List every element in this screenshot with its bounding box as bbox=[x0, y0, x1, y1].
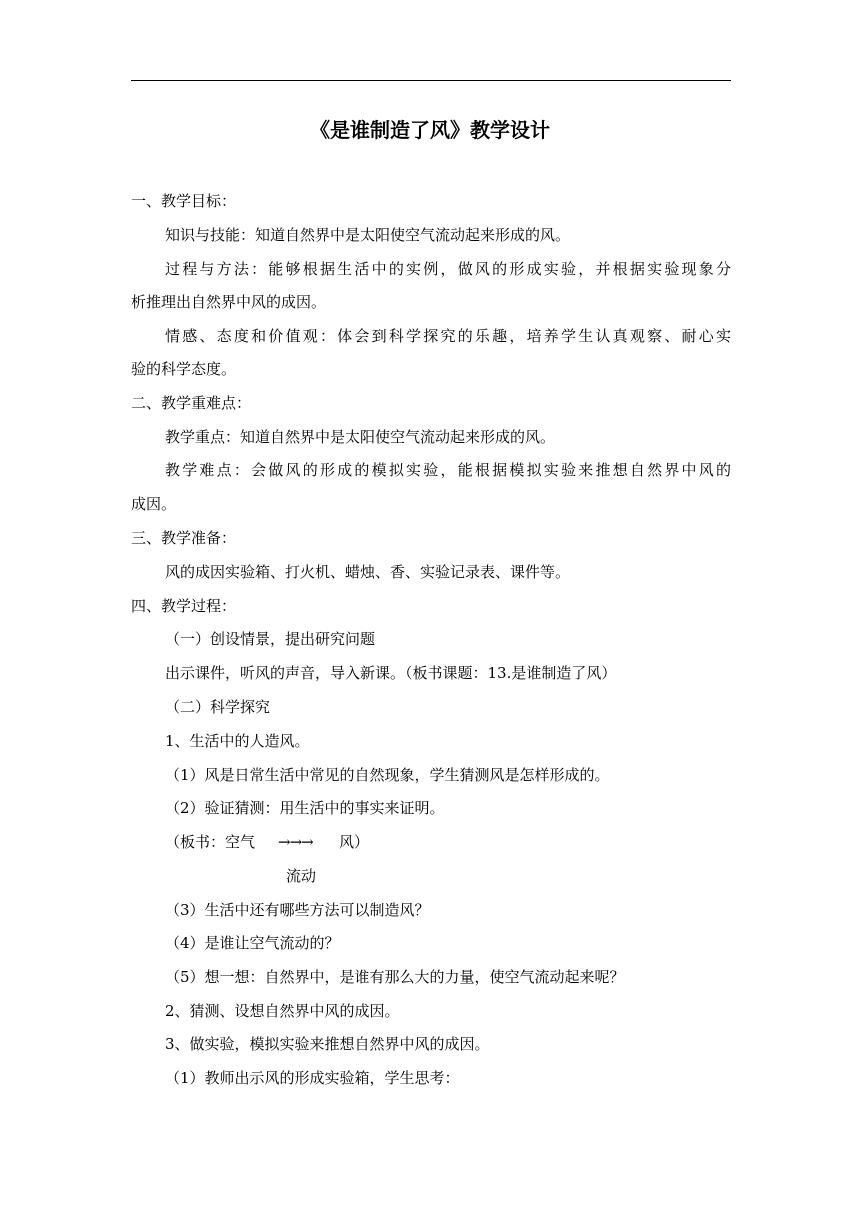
section-heading-objectives: 一、教学目标： bbox=[131, 192, 237, 210]
header-rule bbox=[131, 80, 731, 81]
board-note-arrows: →→→ bbox=[278, 833, 313, 851]
item-1-1: （1）风是日常生活中常见的自然现象，学生猜测风是怎样形成的。 bbox=[165, 766, 610, 784]
board-note-left: （板书：空气 bbox=[165, 833, 256, 851]
item-3-1: （1）教师出示风的形成实验箱，学生思考： bbox=[165, 1069, 460, 1087]
section-heading-process: 四、教学过程： bbox=[131, 597, 237, 615]
item-1-3: （3）生活中还有哪些方法可以制造风？ bbox=[165, 901, 430, 919]
keypoint-difficulty-line2: 成因。 bbox=[131, 495, 177, 513]
item-1-heading: 1、生活中的人造风。 bbox=[165, 732, 310, 750]
objective-process-line2: 析推理出自然界中风的成因。 bbox=[131, 293, 327, 311]
objective-process-line1: 过程与方法：能够根据生活中的实例，做风的形成实验，并根据实验现象分 bbox=[165, 260, 731, 278]
objective-knowledge: 知识与技能：知道自然界中是太阳使空气流动起来形成的风。 bbox=[165, 226, 571, 244]
item-1-2: （2）验证猜测：用生活中的事实来证明。 bbox=[165, 799, 445, 817]
document-title: 《是谁制造了风》教学设计 bbox=[310, 118, 550, 142]
section-heading-keypoints: 二、教学重难点： bbox=[131, 394, 252, 412]
section-heading-preparation: 三、教学准备： bbox=[131, 529, 237, 547]
item-1-5: （5）想一想：自然界中，是谁有那么大的力量，使空气流动起来呢？ bbox=[165, 968, 625, 986]
process-subheading-scenario: （一）创设情景，提出研究问题 bbox=[165, 630, 376, 648]
board-note-under-arrow: 流动 bbox=[286, 867, 317, 885]
keypoint-focus: 教学重点：知道自然界中是太阳使空气流动起来形成的风。 bbox=[165, 428, 556, 446]
process-intro: 出示课件，听风的声音，导入新课。（板书课题：13.是谁制造了风） bbox=[165, 664, 617, 682]
item-3-heading: 3、做实验，模拟实验来推想自然界中风的成因。 bbox=[165, 1035, 490, 1053]
objective-attitude-line1: 情感、态度和价值观：体会到科学探究的乐趣，培养学生认真观察、耐心实 bbox=[165, 327, 731, 345]
item-1-4: （4）是谁让空气流动的？ bbox=[165, 934, 340, 952]
item-2-heading: 2、猜测、设想自然界中风的成因。 bbox=[165, 1002, 400, 1020]
board-note-right: 风） bbox=[339, 833, 370, 851]
process-subheading-inquiry: （二）科学探究 bbox=[165, 698, 271, 716]
objective-attitude-line2: 验的科学态度。 bbox=[131, 360, 237, 378]
preparation-materials: 风的成因实验箱、打火机、蜡烛、香、实验记录表、课件等。 bbox=[165, 563, 571, 581]
keypoint-difficulty-line1: 教学难点：会做风的形成的模拟实验，能根据模拟实验来推想自然界中风的 bbox=[165, 461, 731, 479]
